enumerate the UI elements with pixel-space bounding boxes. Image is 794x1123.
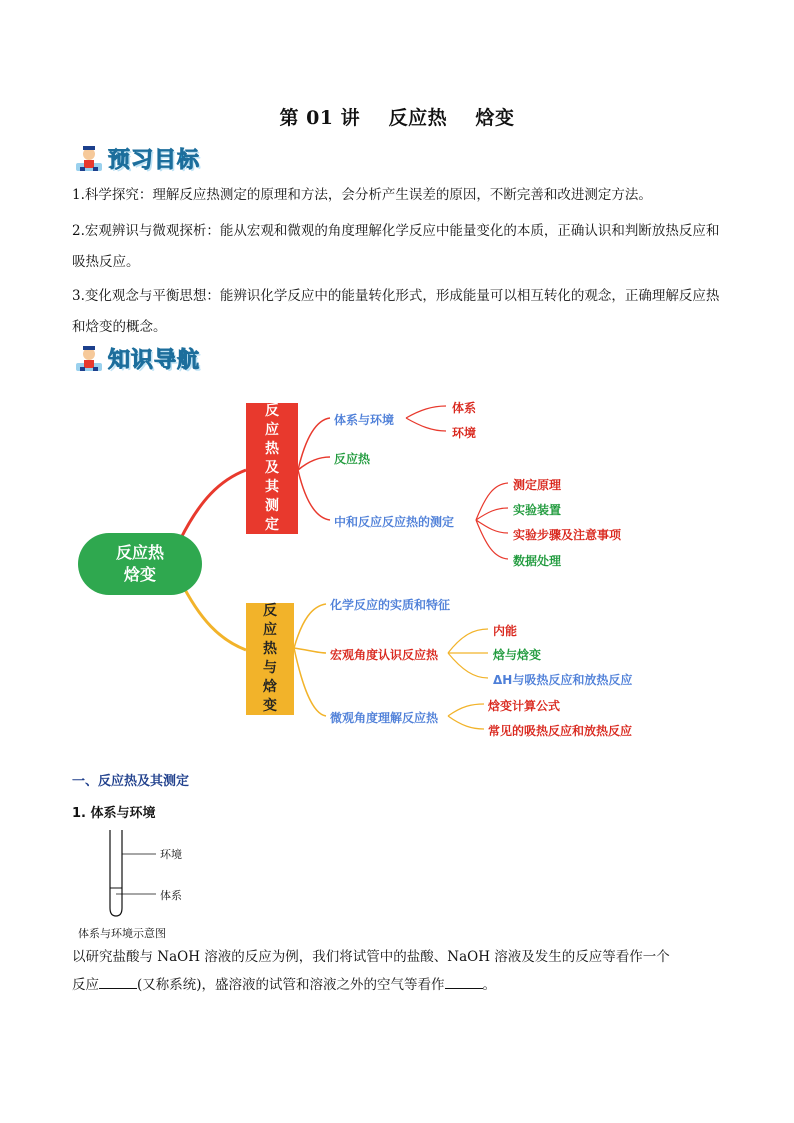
branch2-box bbox=[246, 603, 294, 715]
branch1-char: 热 bbox=[265, 441, 279, 457]
node-system: 体系 bbox=[452, 401, 477, 415]
branch2-char: 焓 bbox=[263, 679, 277, 695]
node-neutralization: 中和反应反应热的测定 bbox=[334, 515, 455, 529]
preview-item-2: 2.宏观辨识与微观探析：能从宏观和微观的角度理解化学反应中能量变化的本质，正确认识和判断放热反应和吸热反应。 bbox=[72, 223, 720, 270]
label-environment: 环境 bbox=[160, 848, 182, 861]
node-environment: 环境 bbox=[452, 426, 477, 440]
body-line-2-a: 反应 bbox=[72, 977, 99, 993]
figure-caption: 体系与环境示意图 bbox=[78, 927, 166, 940]
body-line-1: 以研究盐酸与 NaOH 溶液的反应为例，我们将试管中的盐酸、NaOH 溶液及发生的反应等看作一个 bbox=[72, 949, 670, 965]
branch2-char: 反 bbox=[263, 603, 277, 619]
branch2-char: 与 bbox=[263, 660, 277, 676]
branch2-char: 热 bbox=[263, 641, 277, 657]
node-system-env: 体系与环境 bbox=[334, 413, 395, 427]
node-internal-energy: 内能 bbox=[493, 624, 518, 638]
branch2-char: 应 bbox=[263, 622, 277, 638]
branch1-box bbox=[246, 403, 298, 534]
section-heading: 一、反应热及其测定 bbox=[72, 774, 190, 789]
label-system: 体系 bbox=[160, 889, 182, 902]
node-steps: 实验步骤及注意事项 bbox=[513, 528, 622, 542]
branch1-char: 测 bbox=[265, 498, 279, 514]
node-delta-h: ΔH与吸热反应和放热反应 bbox=[493, 673, 633, 687]
node-enthalpy: 焓与焓变 bbox=[493, 648, 542, 662]
preview-item-3: 3.变化观念与平衡思想：能辨识化学反应中的能量转化形式，形成能量可以相互转化的观念，正确理解反应热和焓变的概念。 bbox=[72, 288, 720, 335]
body-line-2-b: (又称系统)，盛溶液的试管和溶液之外的空气等看作 bbox=[137, 977, 445, 993]
preview-heading: 预习目标 bbox=[108, 147, 201, 173]
branch1-char: 反 bbox=[265, 403, 279, 419]
node-formula: 焓变计算公式 bbox=[488, 699, 561, 713]
branch1-char: 应 bbox=[265, 422, 279, 438]
node-apparatus: 实验装置 bbox=[513, 503, 562, 517]
center-line-2: 焓变 bbox=[123, 565, 156, 584]
branch2-char: 变 bbox=[263, 698, 277, 714]
branch1-char: 定 bbox=[265, 517, 279, 533]
nav-heading: 知识导航 bbox=[108, 347, 201, 373]
test-tube-figure bbox=[100, 828, 200, 920]
preview-banner bbox=[74, 143, 200, 173]
answer-blank-2[interactable] bbox=[445, 974, 483, 989]
branch1-char: 其 bbox=[265, 479, 279, 495]
node-essence: 化学反应的实质和特征 bbox=[330, 598, 451, 612]
body-line-2-c: 。 bbox=[482, 977, 497, 993]
node-macro: 宏观角度认识反应热 bbox=[330, 648, 439, 662]
center-line-1: 反应热 bbox=[115, 543, 164, 562]
node-principle: 测定原理 bbox=[513, 478, 562, 492]
student-icon bbox=[74, 343, 104, 373]
branch1-char: 及 bbox=[265, 460, 279, 476]
student-icon bbox=[74, 143, 104, 173]
node-common-reactions: 常见的吸热反应和放热反应 bbox=[488, 724, 633, 738]
node-micro: 微观角度理解反应热 bbox=[330, 711, 439, 725]
node-reaction-heat: 反应热 bbox=[334, 452, 371, 466]
preview-item-1: 1.科学探究：理解反应热测定的原理和方法，会分析产生误差的原因，不断完善和改进测定方法。 bbox=[72, 187, 652, 203]
page-title: 第 01 讲 反应热 焓变 bbox=[279, 107, 515, 129]
nav-banner bbox=[74, 343, 200, 373]
subsection-heading: 1. 体系与环境 bbox=[72, 806, 156, 821]
node-data: 数据处理 bbox=[513, 554, 562, 568]
answer-blank-1[interactable] bbox=[99, 974, 137, 989]
mindmap-center bbox=[78, 533, 202, 595]
body-line-2 bbox=[72, 974, 732, 996]
